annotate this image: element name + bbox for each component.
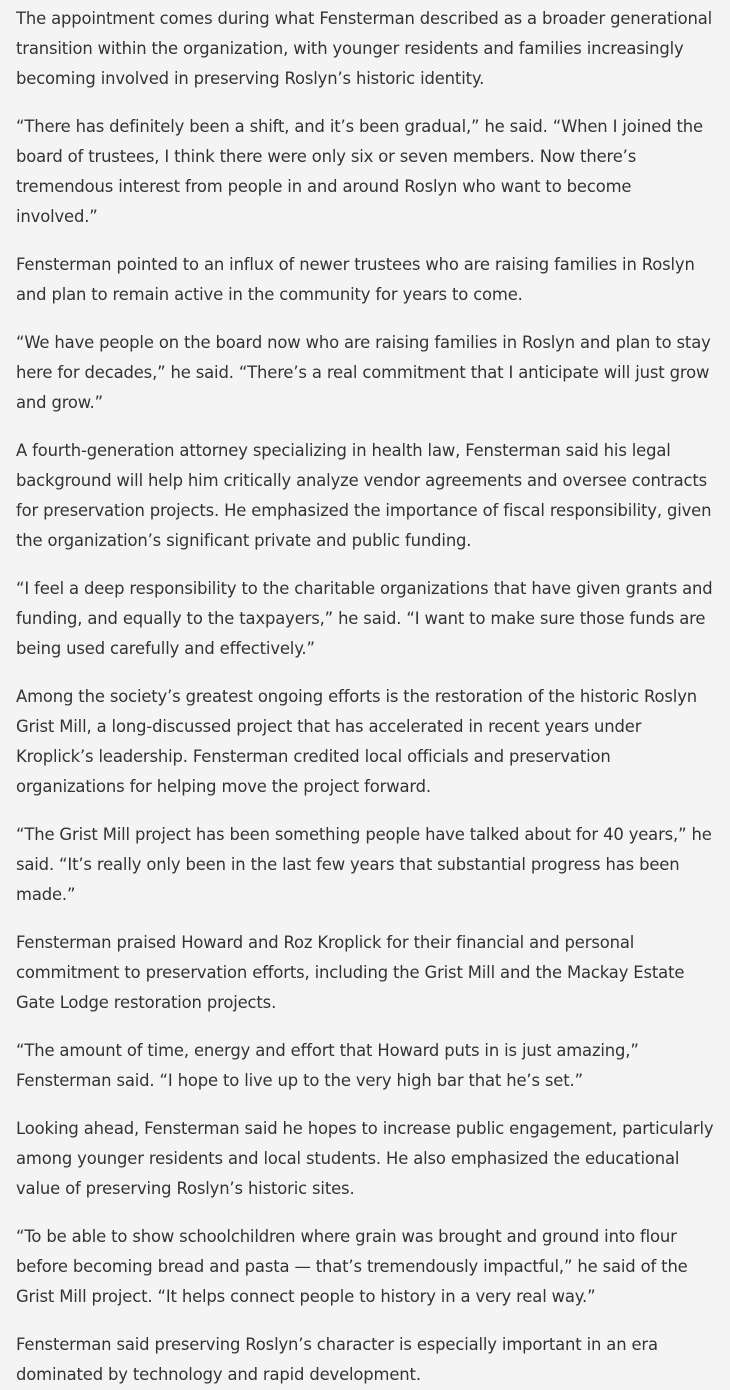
article-paragraph: A fourth-generation attorney specializing in health law, Fensterman said his legal background will help him critically analyze vendor agreements and oversee contracts for preservation projects. He emphasized the importance of fiscal responsibility, given the organization’s significant private and public funding.	[16, 441, 712, 550]
article-paragraph: Fensterman pointed to an influx of newer trustees who are raising families in Roslyn and plan to remain active in the community for years to come.	[16, 255, 695, 304]
article-paragraph: “I feel a deep responsibility to the charitable organizations that have given grants and funding, and equally to the taxpayers,” he said. “I want to make sure those funds are being used carefully and effectively.”	[16, 579, 713, 658]
article-paragraph: “We have people on the board now who are raising families in Roslyn and plan to stay here for decades,” he said. “There’s a real commitment that I anticipate will just grow and grow.”	[16, 333, 711, 412]
article-paragraph: The appointment comes during what Fensterman described as a broader generational transition within the organization, with younger residents and families increasingly becoming involved in preserving Roslyn’s historic identity.	[16, 9, 713, 88]
article-paragraph: Fensterman said preserving Roslyn’s character is especially important in an era dominated by technology and rapid development.	[16, 1335, 658, 1384]
article-paragraph: Fensterman praised Howard and Roz Kroplick for their financial and personal commitment to preservation efforts, including the Grist Mill and the Mackay Estate Gate Lodge restoration projects.	[16, 933, 685, 1012]
article-paragraph: Looking ahead, Fensterman said he hopes to increase public engagement, particularly among younger residents and local students. He also emphasized the educational value of preserving Roslyn’s historic sites.	[16, 1119, 714, 1198]
article-paragraph: “There has definitely been a shift, and it’s been gradual,” he said. “When I joined the board of trustees, I think there were only six or seven members. Now there’s tremendous interest from people in and around Roslyn who want to become involved.”	[16, 117, 703, 226]
article-paragraph: Among the society’s greatest ongoing efforts is the restoration of the historic Roslyn Grist Mill, a long-discussed project that has accelerated in recent years under Kroplick’s leadership. Fensterman credited local officials and preservation organizations for helping move the project forward.	[16, 687, 697, 796]
article-paragraph: “The Grist Mill project has been something people have talked about for 40 years,” he said. “It’s really only been in the last few years that substantial progress has been made.”	[16, 825, 712, 904]
article-paragraph: “The amount of time, energy and effort that Howard puts in is just amazing,” Fensterman said. “I hope to live up to the very high bar that he’s set.”	[16, 1041, 639, 1090]
article-paragraph: “To be able to show schoolchildren where grain was brought and ground into flour before becoming bread and pasta — that’s tremendously impactful,” he said of the Grist Mill project. “It helps connect people to history in a very real way.”	[16, 1227, 688, 1306]
